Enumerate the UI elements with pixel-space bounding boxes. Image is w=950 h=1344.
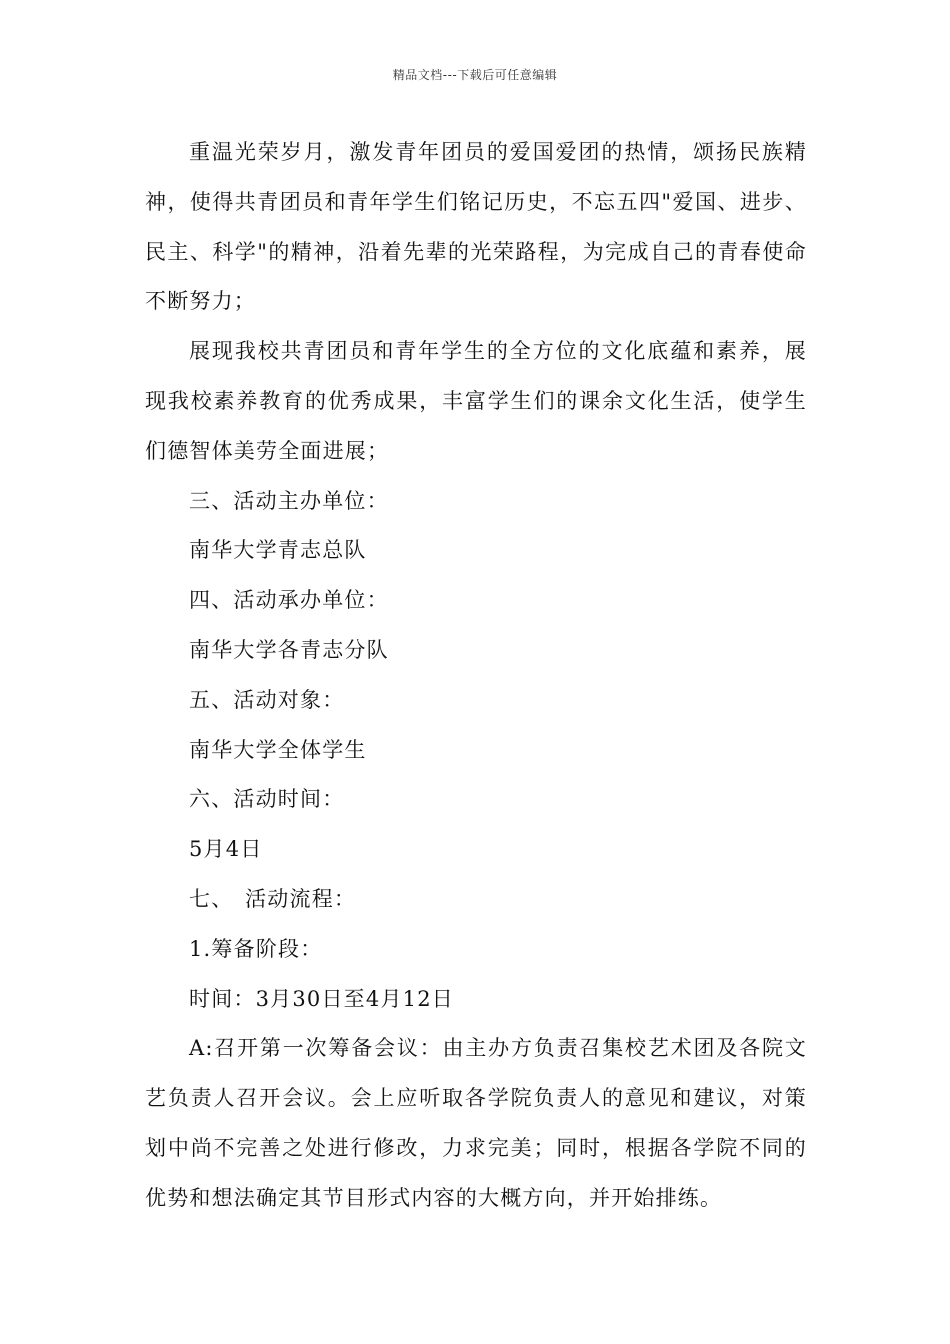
section-heading-process: 七、 活动流程：	[189, 886, 357, 911]
paragraph-purpose-culture: 展现我校共青团员和青年学生的全方位的文化底蕴和素养，展现我校素养教育的优秀成果，丰富学生们的课余文化生活，使学生们德智体美劳全面进展；	[145, 339, 807, 463]
page-header: 精品文档---下载后可任意编辑	[392, 68, 558, 82]
document-body	[145, 128, 807, 1224]
section-heading-co-organizer: 四、活动承办单位：	[189, 588, 389, 613]
section-heading-organizer: 三、活动主办单位：	[189, 488, 389, 513]
section-heading-time: 六、活动时间：	[189, 787, 345, 812]
paragraph-first-meeting: A:召开第一次筹备会议：由主办方负责召集校艺术团及各院文艺负责人召开会议。会上应听取各学院负责人的意见和建议，对策划中尚不完善之处进行修改，力求完美；同时，根据各学院不同的优势和想法确定其节目形式内容的大概方向，并开始排练。	[145, 1036, 807, 1210]
time-value: 5月4日	[189, 837, 263, 862]
paragraph-purpose-history: 重温光荣岁月，激发青年团员的爱国爱团的热情，颂扬民族精神，使得共青团员和青年学生们铭记历史，不忘五四"爱国、进步、民主、科学"的精神，沿着先辈的光荣路程，为完成自己的青春使命不断努力；	[145, 140, 807, 314]
preparation-time: 时间：3月30日至4月12日	[189, 986, 454, 1011]
co-organizer-value: 南华大学各青志分队	[189, 637, 389, 662]
section-heading-audience: 五、活动对象：	[189, 687, 345, 712]
organizer-value: 南华大学青志总队	[189, 538, 367, 563]
audience-value: 南华大学全体学生	[189, 737, 367, 762]
subsection-preparation: 1.筹备阶段：	[189, 936, 323, 961]
